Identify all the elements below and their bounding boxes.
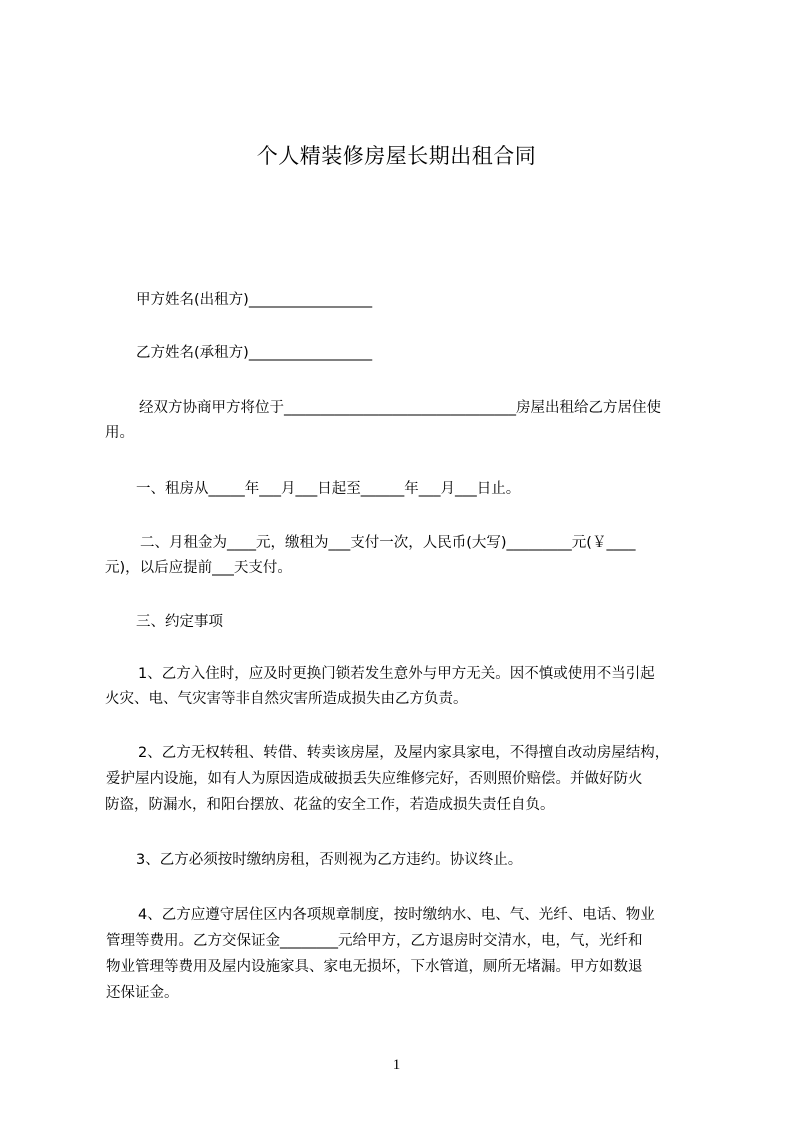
item-1-line-2: 火灾、电、气灾害等非自然灾害所造成损失由乙方负责。 (105, 691, 468, 707)
intro-line-2: 用。 (105, 425, 134, 441)
party-a-line: 甲方姓名(出租方)_________________ (136, 292, 373, 308)
item-2-line-2: 爱护屋内设施，如有人为原因造成破损丢失应维修完好，否则照价赔偿。并做好防火 (106, 771, 643, 787)
item-1-line-1: 1、乙方入住时，应及时更换门锁若发生意外与甲方无关。因不慎或使用不当引起 (138, 666, 655, 682)
document-title: 个人精装修房屋长期出租合同 (256, 144, 537, 168)
item-4-line-3: 物业管理等费用及屋内设施家具、家电无损坏，下水管道，厕所无堵漏。甲方如数退 (106, 959, 643, 975)
clause-2-line-2: 元)，以后应提前___天支付。 (105, 560, 292, 576)
intro-line-1: 经双方协商甲方将位于________________________________房屋出租给乙方居住使 (139, 400, 661, 416)
item-4-line-2: 管理等费用。乙方交保证金________元给甲方，乙方退房时交清水，电，气，光纤和 (106, 933, 643, 949)
item-3: 3、乙方必须按时缴纳房租，否则视为乙方违约。协议终止。 (136, 852, 523, 868)
item-4-line-4: 还保证金。 (106, 985, 179, 1001)
item-2-line-1: 2、乙方无权转租、转借、转卖该房屋，及屋内家具家电，不得擅自改动房屋结构， (138, 745, 670, 761)
party-b-line: 乙方姓名(承租方)_________________ (136, 345, 373, 361)
clause-3-heading: 三、约定事项 (136, 614, 223, 630)
clause-1: 一、租房从_____年___月___日起至______年___月___日止。 (136, 481, 521, 497)
item-2-line-3: 防盗，防漏水，和阳台摆放、花盆的安全工作，若造成损失责任自负。 (105, 797, 555, 813)
item-4-line-1: 4、乙方应遵守居住区内各项规章制度，按时缴纳水、电、气、光纤、电话、物业 (138, 907, 655, 923)
page-number: 1 (392, 1057, 401, 1073)
clause-2-line-1: 二、月租金为____元，缴租为___支付一次，人民币(大写)_________元(￥____ (140, 535, 636, 551)
